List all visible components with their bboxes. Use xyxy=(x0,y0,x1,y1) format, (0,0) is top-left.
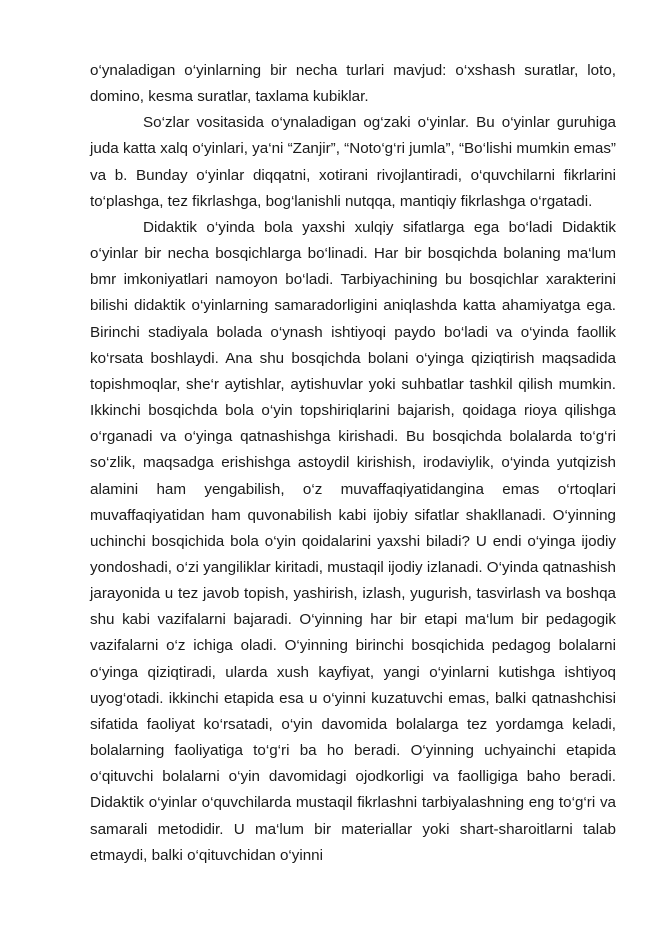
paragraph-2: So‘zlar vositasida o‘ynaladigan og‘zaki o‘yinlar. Bu o‘yinlar guruhiga juda katta xalq o‘yinlari, ya‘ni “Zanjir”, “Noto‘g‘ri jumla”, “Bo‘lishi mumkin emas” va b. Bunday o‘yinlar diqqatni, xotirani rivojlantiradi, o‘quvchilarni fikrlarini to‘plashga, tez fikrlashga, bog‘lanishli nutqqa, mantiqiy fikrlashga o‘rgatadi. xyxy=(90,114,616,210)
paragraph-1: o‘ynaladigan o‘yinlarning bir necha turlari mavjud: o‘xshash suratlar, loto, domino, kesma suratlar, taxlama kubiklar. xyxy=(90,62,616,106)
paragraph-3: Didaktik o‘yinda bola yaxshi xulqiy sifatlarga ega bo‘ladi Didaktik o‘yinlar bir necha bosqichlarga bo‘linadi. Har bir bosqichda bolaning ma‘lum bmr imkoniyatlari namoyon bo‘ladi. Tarbiyachining bu bosqichlar xarakterini bilishi didaktik o‘yinlarning samaradorligini aniqlashda katta ahamiyatga ega. Birinchi stadiyala bolada o‘ynash ishtiyoqi paydo bo‘ladi va o‘yinda faollik ko‘rsata boshlaydi. Ana shu bosqichda bolani o‘yinga qiziqtirish maqsadida topishmoqlar, she‘r aytishlar, aytishuvlar yoki suhbatlar tashkil qilish mumkin. Ikkinchi bosqichda bola o‘yin topshiriqlarini bajarish, qoidaga rioya qilishga o‘rganadi va o‘yinga qatnashishga kirishadi. Bu bosqichda bolalarda to‘g‘ri so‘zlik, maqsadga erishishga astoydil kirishish, irodaviylik, o‘yinda yutqizish alamini ham yengabilish, o‘z muvaffaqiyatidangina emas o‘rtoqlari muvaffaqiyatidan ham quvonabilish kabi ijobiy sifatlar shakllanadi. O‘yinning uchinchi bosqichida bola o‘yin qoidalarini yaxshi biladi? U endi o‘yinga ijodiy yondoshadi, o‘zi yangiliklar kiritadi, mustaqil ijodiy izlanadi. O‘yinda qatnashish jarayonida u tez javob topish, yashirish, izlash, yugurish, tasvirlash va boshqa shu kabi vazifalarni bajaradi. O‘yinning har bir etapi ma‘lum bir pedagogik vazifalarni o‘z ichiga oladi. O‘yinning birinchi bosqichida pedagog bolalarni o‘yinga qiziqtiradi, ularda xush kayfiyat, yangi o‘yinlarni kutishga ishtiyoq uyog‘otadi. ikkinchi etapida esa u o‘yinni kuzatuvchi emas, balki qatnashchisi sifatida faoliyat ko‘rsatadi, o‘yin davomida bolalarga tez yordamga keladi, bolalarning faoliyatiga to‘g‘ri ba ho beradi. O‘yinning uchyainchi etapida o‘qituvchi bolalarni o‘yin davomidagi ojodkorligi va faolligiga baho beradi. Didaktik o‘yinlar o‘quvchilarda mustaqil fikrlashni tarbiyalashning eng to‘g‘ri va samarali metodidir. U ma‘lum bir materiallar yoki shart-sharoitlarni talab etmaydi, balki o‘qituvchidan o‘yinni xyxy=(90,218,616,864)
document-page xyxy=(90,58,616,869)
